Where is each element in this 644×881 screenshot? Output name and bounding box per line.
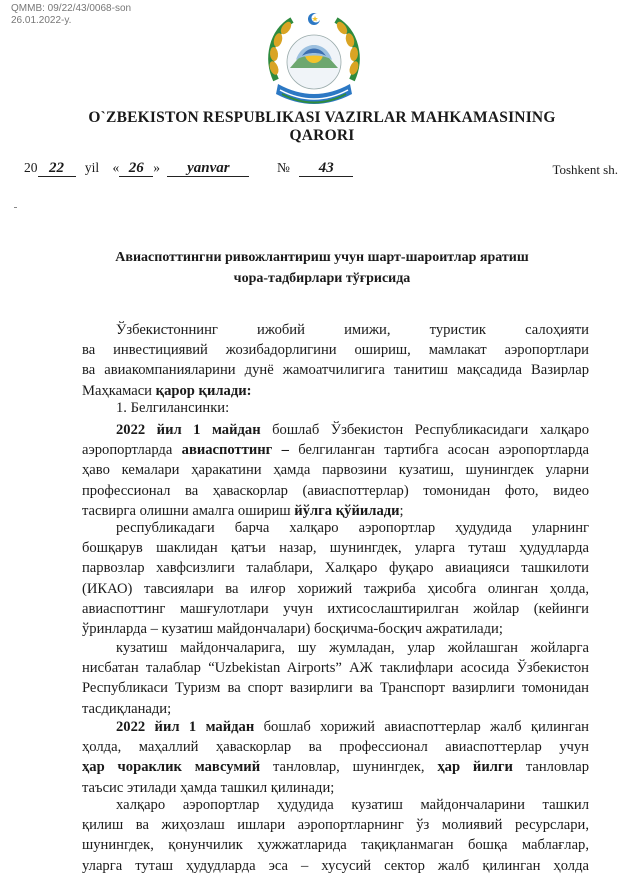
text-fragment: бошлаб Ўзбекистон Республикасидаги халқаро — [260, 422, 589, 438]
day-value: 26 — [119, 161, 153, 177]
date-emphasis: 2022 йил 1 майдан — [116, 719, 255, 735]
quarterly-emphasis: ҳар чораклик мавсумий — [82, 759, 261, 776]
margin-mark — [14, 207, 17, 208]
text-line: нисбатан талаблар “Uzbekistan Airports” АЖ таклифлари асосида Ўзбекистон — [82, 660, 589, 677]
paragraph-funding — [82, 795, 589, 876]
text-fragment: танловлар — [512, 759, 589, 776]
text-line: таъсис этилади ҳамда ташкил қилинади; — [82, 779, 335, 796]
text-line: профессионал ва ҳаваскорлар (авиаспоттерлар) томонидан фото, видео — [82, 482, 589, 499]
year-prefix: 20 — [24, 160, 38, 175]
text-line: халқаро аэропортлар ҳудудида кузатиш майдончаларини ташкил — [116, 797, 589, 813]
city: Toshkent sh. — [552, 162, 618, 177]
number-sign: № — [277, 160, 290, 175]
paragraph-competitions — [82, 717, 589, 798]
organization-title: O`ZBEKISTON RESPUBLIKASI VAZIRLAR MAHKAMASINING — [88, 109, 556, 126]
text-fragment: белгиланган тартибга асосан аэропортларда — [288, 442, 589, 459]
text-line: парвозлар хавфсизлиги талаблари, Халқаро фуқаро авиацияси ташкилоти — [82, 560, 589, 577]
resolution-number: 43 — [299, 161, 353, 177]
text-line: ва инвестициявий жозибадорлигини ошириш, мамлакат аэропортлари — [82, 342, 589, 359]
paragraph-observation-areas — [82, 638, 589, 719]
text-line: шунингдек, қонунчилик ҳужжатларида тақиқланмаган бошқа маблағлар, — [82, 837, 589, 854]
quote-close: » — [153, 160, 161, 175]
text-line — [82, 757, 589, 777]
paragraph-preamble — [82, 320, 589, 401]
text-line: уларга туташ ҳудудларда эса – хусусий сектор жалб қилинган ҳолда — [82, 857, 589, 874]
text-line: Республикаси Туризм ва спорт вазирлиги ва Транспорт вазирлиги томонидан — [82, 680, 589, 697]
text-line — [82, 420, 589, 440]
text-line — [82, 717, 589, 737]
date-emphasis: 2022 йил 1 майдан — [116, 422, 261, 438]
text-line: ҳаво кемалари ҳаракатини ҳамда парвозини кузатиш, шунингдек уларни — [82, 462, 589, 479]
date-line — [24, 160, 249, 177]
text-line: бошқарув шаклидан қатъи назар, шунингдек, уларга туташ ҳудудларда — [82, 540, 589, 557]
text-fragment: тасвирга олишни амалга ошириш — [82, 502, 295, 519]
document-type: QARORI — [289, 127, 355, 144]
registration-date: 26.01.2022-y. — [11, 15, 72, 26]
state-emblem-icon — [262, 10, 366, 110]
quote-open: « — [112, 160, 120, 175]
text-line: ўринларда – кузатиш майдончалари) босқичма-босқич ажратилади; — [82, 621, 503, 638]
text-line — [82, 440, 589, 460]
text-fragment: бошлаб хорижий авиаспоттерлар жалб қилинган — [254, 719, 589, 735]
text-line: ҳолда, маҳаллий ҳаваскорлар ва профессионал авиаспоттерлар учун — [82, 739, 589, 756]
text-line: 1. Белгилансинки: — [116, 400, 230, 416]
text-line: (ИКАО) тавсиялари ва илғор хорижий тажриба ҳисобга олинган ҳолда, — [82, 580, 589, 597]
registration-number: QMMB: 09/22/43/0068-son — [11, 3, 132, 14]
text-fragment: танловлар, шунингдек, — [260, 759, 438, 776]
text-line: кузатиш майдончаларига, шу жумладан, улар жойлашган жойларга — [116, 640, 589, 656]
paragraph-item-1 — [82, 398, 589, 418]
text-line: қилиш ва жиҳозлаш ишлари аэропортларнинг ўз молиявий ресурслари, — [82, 817, 589, 834]
annual-emphasis: ҳар йилги — [437, 759, 513, 776]
action-emphasis: йўлга қўйилади — [294, 502, 400, 519]
year-value: 22 — [38, 161, 76, 177]
document-title-line-1: Авиаспоттингни ривожлантириш учун шарт-шароитлар яратиш — [115, 250, 529, 265]
paragraph-aviaspotting — [82, 420, 589, 521]
document-title-line-2: чора-тадбирлари тўғрисида — [233, 271, 411, 286]
text-fragment: Маҳкамаси — [82, 382, 152, 399]
text-fragment: аэропортларда — [82, 442, 182, 459]
decision-phrase: қарор қилади: — [155, 382, 252, 399]
paragraph-airports — [82, 518, 589, 639]
month-value: yanvar — [167, 161, 249, 177]
number-line — [277, 160, 353, 177]
text-line: авиаспоттинг машғулотлари учун ихтисослаштирилган жойлар (кейинги — [82, 600, 589, 617]
text-line: республикадаги барча халқаро аэропортлар ҳудудида уларнинг — [116, 520, 589, 536]
text-line: ва авиакомпанияларини дунё жамоатчилигига танитиш мақсадида Вазирлар — [82, 362, 589, 379]
text-line: тасдиқланади; — [82, 700, 172, 717]
text-fragment: ; — [399, 502, 404, 519]
year-word: yil — [84, 160, 100, 175]
registration-stamp — [11, 3, 131, 27]
term-emphasis: авиаспоттинг – — [181, 442, 289, 459]
text-line: Ўзбекистоннинг ижобий имижи, туристик салоҳияти — [116, 322, 589, 338]
